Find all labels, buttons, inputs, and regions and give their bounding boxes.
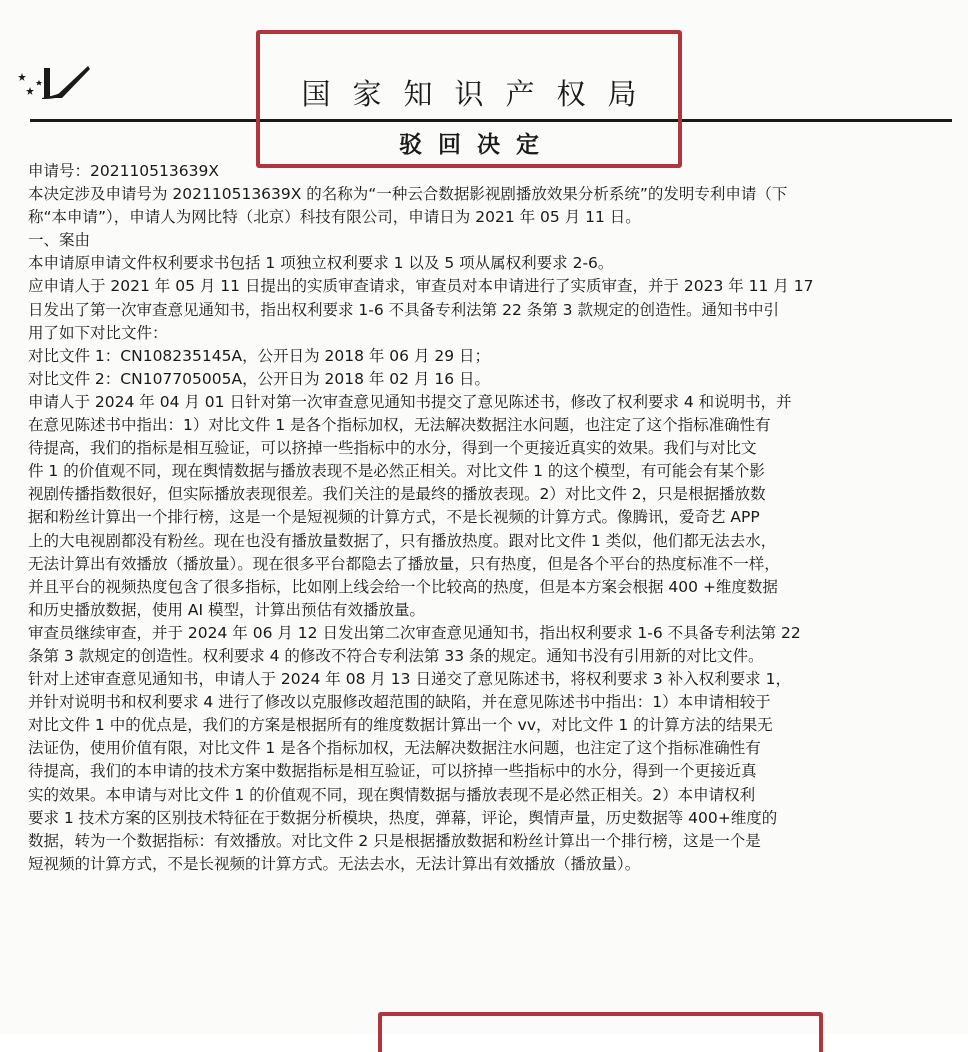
body-line: 申请号：202110513639X [28, 162, 219, 180]
body-line: 对比文件 2：CN107705005A，公开日为 2018 年 02 月 16 日。 [28, 369, 491, 388]
organization-name: 国家知识产权局 [301, 77, 659, 111]
body-line: 件 1 的价值观不同，现在舆情数据与播放表现不是必然正相关。对比文件 1 的这个模型，有可能会有某个影 [28, 462, 765, 481]
body-line: 待提高，我们的指标是相互验证，可以挤掉一些指标中的水分，得到一个更接近真实的效果。我们与对比文 [28, 439, 757, 458]
body-line: 并且平台的视频热度包含了很多指标，比如刚上线会给一个比较高的热度，但是本方案会根据 400 +维度数据 [28, 577, 778, 596]
body-line: 实的效果。本申请与对比文件 1 的价值观不同，现在舆情数据与播放表现不是必然正相关。2）本申请权利 [28, 785, 756, 804]
body-line: 对比文件 1：CN108235145A，公开日为 2018 年 06 月 29 日； [28, 346, 491, 365]
cnipa-logo-icon [12, 60, 92, 104]
bottom-highlight-box [378, 1012, 823, 1052]
body-line: 应申请人于 2021 年 05 月 11 日提出的实质审查请求，审查员对本申请进行了实质审查，并于 2023 年 11 月 17 [28, 277, 814, 296]
body-line: 视剧传播指数很好，但实际播放表现很差。我们关注的是最终的播放表现。2）对比文件 2，只是根据播放数 [28, 485, 766, 504]
body-line: 本申请原申请文件权利要求书包括 1 项独立权利要求 1 以及 5 项从属权利要求 2-6。 [28, 254, 614, 273]
body-line: 本决定涉及申请号为 202110513639X 的名称为“一种云合数据影视剧播放效果分析系统”的发明专利申请（下 [28, 185, 788, 204]
decision-body [28, 160, 948, 876]
body-line: 法证伪，使用价值有限，对比文件 1 是各个指标加权，无法解决数据注水问题，也注定了这个指标准确性有 [28, 739, 761, 758]
body-line: 要求 1 技术方案的区别技术特征在于数据分析模块，热度，弹幕，评论，舆情声量，历史数据等 400+维度的 [28, 808, 778, 827]
body-line: 无法计算出有效播放（播放量）。现在很多平台都隐去了播放量，只有热度，但是各个平台的热度标准不一样， [28, 554, 780, 573]
body-line: 短视频的计算方式，不是长视频的计算方式。无法去水，无法计算出有效播放（播放量）。 [28, 854, 641, 873]
body-line: 申请人于 2024 年 04 月 01 日针对第一次审查意见通知书提交了意见陈述书，修改了权利要求 4 和说明书，并 [28, 392, 792, 411]
body-line: 日发出了第一次审查意见通知书，指出权利要求 1-6 不具备专利法第 22 条第 3 款规定的创造性。通知书中引 [28, 300, 779, 319]
body-line: 并针对说明书和权利要求 4 进行了修改以克服修改超范围的缺陷，并在意见陈述书中指出：1）本申请相较于 [28, 693, 771, 712]
body-line: 针对上述审查意见通知书，申请人于 2024 年 08 月 13 日递交了意见陈述书，将权利要求 3 补入权利要求 1， [28, 670, 791, 689]
body-line: 用了如下对比文件： [28, 323, 168, 342]
body-line: 在意见陈述书中指出：1）对比文件 1 是各个指标加权，无法解决数据注水问题，也注定了这个指标准确性有 [28, 416, 771, 435]
body-line: 称“本申请”），申请人为网比特（北京）科技有限公司，申请日为 2021 年 05 月 11 日。 [28, 208, 641, 227]
header-highlight-box [256, 30, 682, 168]
body-line: 审查员继续审查，并于 2024 年 06 月 12 日发出第二次审查意见通知书，指出权利要求 1-6 不具备专利法第 22 [28, 623, 801, 642]
body-line: 对比文件 1 中的优点是，我们的方案是根据所有的维度数据计算出一个 vv，对比文件 1 的计算方法的结果无 [28, 716, 773, 735]
body-line: 数据，转为一个数据指标：有效播放。对比文件 2 只是根据播放数据和粉丝计算出一个排行榜，这是一个是 [28, 831, 761, 850]
body-line: 上的大电视剧都没有粉丝。现在也没有播放量数据了，只有播放热度。跟对比文件 1 类似，他们都无法去水， [28, 531, 777, 550]
body-line: 待提高，我们的本申请的技术方案中数据指标是相互验证，可以挤掉一些指标中的水分，得到一个更接近真 [28, 762, 757, 781]
body-line: 据和粉丝计算出一个排行榜，这是一个是短视频的计算方式，不是长视频的计算方式。像腾讯，爱奇艺 APP [28, 508, 760, 527]
body-line: 条第 3 款规定的创造性。权利要求 4 的修改不符合专利法第 33 条的规定。通知书没有引用新的对比文件。 [28, 646, 764, 665]
body-line: 和历史播放数据，使用 AI 模型，计算出预估有效播放量。 [28, 600, 426, 619]
document-type-title: 驳回决定 [399, 132, 555, 158]
body-line: 一、案由 [28, 231, 91, 250]
